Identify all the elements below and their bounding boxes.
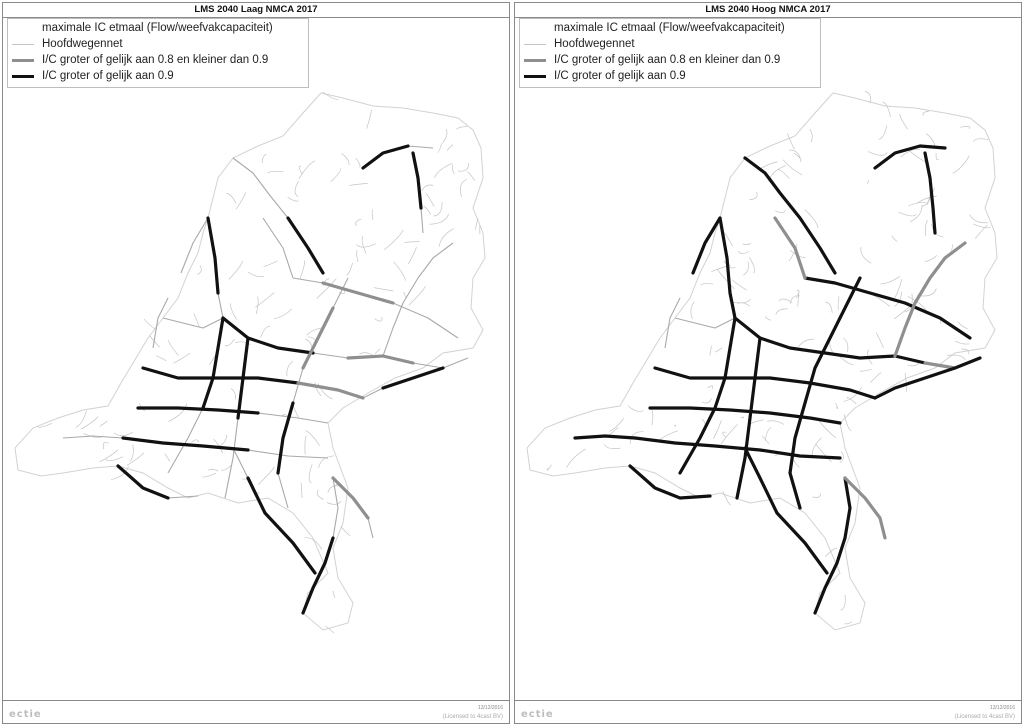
secondary-road	[951, 245, 953, 251]
secondary-road	[333, 591, 335, 598]
road-ic-ge-09	[745, 448, 827, 573]
legend-label: maximale IC etmaal (Flow/weefvakcapaciteit)	[554, 22, 785, 34]
secondary-road	[374, 288, 393, 291]
secondary-road	[973, 139, 988, 142]
road-ic-08-09	[348, 356, 413, 363]
secondary-road	[169, 340, 179, 356]
legend-label: I/C groter of gelijk aan 0.8 en kleiner dan 0.9	[42, 54, 269, 66]
secondary-road	[749, 420, 764, 425]
secondary-road	[375, 317, 382, 321]
secondary-road	[447, 145, 453, 151]
secondary-road	[743, 244, 751, 245]
secondary-road	[740, 417, 743, 419]
road-ic-ge-09	[693, 218, 720, 273]
secondary-road	[845, 622, 852, 624]
motorway	[675, 318, 735, 328]
print-date: 13/12/2016	[989, 705, 1015, 711]
publisher-logo: ectie	[9, 709, 42, 720]
secondary-road	[295, 181, 298, 197]
secondary-road	[868, 152, 887, 156]
secondary-road	[317, 490, 324, 500]
secondary-road	[375, 349, 380, 354]
secondary-road	[287, 361, 293, 376]
legend-item-network	[12, 37, 123, 51]
secondary-road	[783, 160, 802, 175]
secondary-road	[103, 442, 108, 449]
secondary-road	[372, 210, 373, 220]
secondary-road	[547, 465, 551, 470]
secondary-road	[779, 299, 792, 303]
road-ic-08-09	[775, 218, 805, 278]
secondary-road	[738, 251, 749, 254]
road-ic-ge-09	[413, 153, 421, 208]
road-ic-ge-09	[575, 436, 635, 438]
secondary-road	[691, 302, 694, 319]
secondary-road	[357, 250, 359, 262]
secondary-road	[867, 180, 869, 184]
license-text: (Licensed to 4cast BV)	[954, 714, 1015, 720]
secondary-road	[169, 404, 187, 422]
secondary-road	[355, 219, 361, 225]
motorway	[745, 158, 835, 273]
secondary-road	[765, 427, 771, 440]
secondary-road	[327, 501, 341, 505]
legend-label: I/C groter of gelijk aan 0.9	[42, 70, 174, 82]
legend-symbol-grey-line	[12, 59, 34, 62]
secondary-road	[970, 215, 988, 223]
secondary-road	[778, 170, 790, 179]
secondary-road	[127, 453, 144, 466]
secondary-road	[274, 309, 292, 319]
secondary-road	[458, 163, 469, 171]
road-ic-ge-09	[745, 158, 835, 273]
secondary-road	[708, 386, 713, 390]
road-ic-ge-09	[805, 278, 970, 338]
motorway	[233, 158, 323, 273]
secondary-road	[76, 411, 87, 428]
secondary-road	[194, 314, 200, 327]
secondary-road	[894, 279, 901, 298]
road-ic-ge-09	[635, 438, 840, 458]
road-ic-ge-09	[363, 146, 408, 168]
motorway	[263, 218, 293, 278]
road-ic-ge-09	[383, 368, 443, 388]
secondary-road	[892, 236, 898, 242]
secondary-road	[836, 403, 838, 408]
secondary-road	[675, 425, 676, 426]
secondary-road	[300, 260, 305, 279]
legend-symbol-grey-line	[524, 59, 546, 62]
secondary-road	[922, 192, 931, 207]
secondary-road	[156, 356, 166, 361]
secondary-road	[165, 453, 170, 461]
secondary-road	[394, 262, 406, 281]
secondary-road	[925, 255, 937, 262]
secondary-road	[229, 261, 243, 279]
secondary-road	[838, 296, 839, 310]
secondary-road	[766, 316, 771, 320]
secondary-road	[717, 269, 734, 289]
secondary-road	[973, 224, 990, 228]
secondary-road	[961, 126, 970, 129]
secondary-road	[899, 212, 917, 216]
legend-item-ic-08-09	[524, 53, 780, 67]
secondary-road	[452, 164, 454, 174]
secondary-road	[191, 440, 198, 443]
secondary-road	[810, 129, 813, 143]
secondary-road	[100, 421, 108, 426]
secondary-road	[262, 154, 266, 163]
secondary-road	[881, 276, 901, 284]
secondary-road	[958, 322, 968, 329]
legend-symbol-black-line	[12, 75, 34, 78]
secondary-road	[248, 272, 264, 277]
secondary-road	[794, 460, 800, 467]
motorway	[278, 278, 348, 508]
secondary-road	[114, 432, 133, 436]
road-ic-ge-09	[248, 478, 315, 573]
secondary-road	[288, 197, 299, 201]
secondary-road	[301, 483, 302, 498]
secondary-road	[236, 192, 246, 209]
secondary-road	[426, 194, 434, 207]
secondary-road	[299, 166, 302, 174]
secondary-road	[422, 185, 434, 191]
secondary-road	[860, 369, 872, 371]
secondary-road	[226, 193, 236, 203]
motorway	[223, 318, 443, 368]
secondary-road	[258, 467, 274, 485]
secondary-road	[910, 205, 922, 222]
secondary-road	[805, 210, 818, 229]
motorway	[680, 318, 735, 473]
secondary-road	[457, 126, 468, 129]
secondary-road	[434, 163, 452, 178]
secondary-road	[825, 302, 832, 313]
secondary-road	[749, 257, 754, 273]
secondary-road	[925, 220, 927, 235]
secondary-road	[341, 527, 350, 536]
secondary-road	[203, 473, 217, 477]
legend-symbol-black-line	[524, 75, 546, 78]
secondary-road	[356, 158, 360, 167]
secondary-road	[264, 261, 278, 267]
motorway	[790, 278, 860, 508]
secondary-road	[714, 420, 722, 438]
secondary-road	[843, 338, 848, 352]
secondary-road	[261, 326, 270, 337]
legend	[519, 18, 821, 88]
secondary-road	[870, 373, 881, 383]
secondary-road	[144, 319, 157, 329]
motorway	[383, 243, 453, 356]
legend-label: Hoofdwegennet	[554, 38, 635, 50]
publisher-logo: ectie	[521, 709, 554, 720]
secondary-road	[861, 247, 871, 263]
road-ic-ge-09	[278, 403, 293, 473]
secondary-road	[659, 431, 678, 441]
secondary-road	[737, 303, 749, 307]
legend-item-title	[12, 21, 273, 35]
motorway	[805, 278, 970, 338]
secondary-road	[362, 236, 366, 253]
road-ic-ge-09	[223, 318, 313, 353]
secondary-road	[225, 339, 235, 346]
secondary-road	[701, 283, 713, 284]
panel-footer	[515, 700, 1021, 723]
secondary-road	[776, 309, 788, 315]
road-ic-ge-09	[203, 318, 223, 408]
secondary-road	[566, 449, 585, 468]
license-text: (Licensed to 4cast BV)	[442, 714, 503, 720]
secondary-road	[816, 444, 832, 462]
print-date: 13/12/2016	[477, 705, 503, 711]
secondary-road	[743, 262, 748, 275]
secondary-road	[347, 263, 353, 275]
motorway	[333, 478, 373, 538]
secondary-road	[883, 102, 891, 117]
secondary-road	[331, 169, 341, 183]
secondary-road	[723, 491, 731, 505]
panel-title: LMS 2040 Hoog NMCA 2017	[515, 3, 1021, 18]
secondary-road	[323, 92, 339, 99]
road-ic-ge-09	[655, 368, 875, 398]
secondary-road	[299, 161, 315, 179]
map-panel-laag	[2, 2, 510, 724]
secondary-road	[173, 353, 189, 363]
road-ic-08-09	[323, 283, 393, 303]
legend-item-title	[524, 21, 785, 35]
motorway	[181, 218, 208, 273]
secondary-road	[231, 388, 236, 399]
legend-item-ic-ge-09	[12, 69, 174, 83]
secondary-road	[812, 438, 821, 458]
secondary-road	[710, 346, 712, 356]
secondary-road	[433, 202, 442, 216]
secondary-road	[268, 171, 284, 173]
secondary-road	[342, 153, 350, 165]
secondary-road	[130, 444, 134, 461]
secondary-road	[955, 341, 969, 344]
motorway	[655, 368, 875, 398]
secondary-road	[715, 348, 722, 352]
secondary-road	[430, 214, 449, 224]
country-outline	[15, 93, 485, 630]
panel-footer	[3, 700, 509, 723]
secondary-road	[317, 279, 337, 299]
secondary-road	[841, 595, 846, 610]
map-panel-hoog	[514, 2, 1022, 724]
netherlands-road-map	[515, 18, 1021, 688]
secondary-road	[767, 421, 784, 425]
secondary-road	[900, 114, 908, 129]
legend-label: I/C groter of gelijk aan 0.9	[554, 70, 686, 82]
secondary-road	[605, 444, 621, 448]
secondary-road	[230, 303, 237, 319]
road-ic-08-09	[298, 383, 363, 398]
secondary-road	[208, 469, 218, 471]
secondary-road	[349, 183, 367, 185]
secondary-road	[905, 373, 906, 392]
secondary-road	[357, 244, 376, 247]
secondary-road	[750, 192, 758, 200]
secondary-road	[799, 339, 815, 346]
secondary-road	[787, 133, 794, 149]
motorway	[163, 318, 223, 328]
secondary-road	[775, 210, 785, 213]
motorway	[143, 368, 363, 398]
legend	[7, 18, 309, 88]
secondary-road	[384, 230, 403, 250]
secondary-road	[305, 436, 306, 455]
legend-item-network	[524, 37, 635, 51]
secondary-road	[438, 143, 442, 152]
secondary-road	[424, 206, 431, 214]
secondary-road	[723, 432, 726, 437]
netherlands-road-map	[3, 18, 509, 688]
road-ic-ge-09	[680, 318, 735, 473]
secondary-road	[759, 162, 777, 169]
motorway	[153, 298, 168, 348]
road-ic-ge-09	[143, 368, 298, 383]
road-ic-ge-09	[925, 153, 935, 233]
secondary-road	[309, 464, 312, 483]
road-ic-ge-09	[123, 438, 248, 450]
legend-label: I/C groter of gelijk aan 0.8 en kleiner dan 0.9	[554, 54, 781, 66]
secondary-road	[408, 247, 416, 264]
secondary-road	[702, 399, 712, 404]
secondary-road	[197, 265, 201, 274]
secondary-road	[405, 242, 420, 243]
road-ic-08-09	[303, 308, 333, 368]
secondary-road	[306, 430, 320, 445]
legend-symbol-thin-line	[12, 44, 34, 45]
legend-symbol-thin-line	[524, 44, 546, 45]
road-ic-08-09	[333, 478, 368, 518]
secondary-road	[936, 153, 939, 160]
secondary-road	[733, 280, 747, 290]
secondary-road	[367, 110, 372, 129]
secondary-road	[953, 156, 970, 174]
secondary-road	[628, 406, 643, 412]
motorway	[168, 318, 223, 473]
secondary-road	[650, 407, 653, 425]
legend-item-ic-08-09	[12, 53, 268, 67]
secondary-road	[876, 333, 883, 348]
legend-item-ic-ge-09	[524, 69, 686, 83]
road-ic-ge-09	[118, 466, 168, 498]
road-ic-ge-09	[208, 218, 218, 293]
secondary-road	[907, 149, 926, 163]
road-ic-ge-09	[790, 278, 860, 508]
road-ic-ge-09	[288, 218, 323, 273]
secondary-road	[460, 179, 466, 196]
motorway	[665, 298, 680, 348]
road-ic-ge-09	[875, 146, 945, 168]
legend-label: maximale IC etmaal (Flow/weefvakcapaciteit)	[42, 22, 273, 34]
secondary-road	[443, 129, 447, 143]
secondary-road	[733, 299, 750, 303]
secondary-road	[813, 493, 821, 497]
legend-label: Hoofdwegennet	[42, 38, 123, 50]
secondary-road	[923, 111, 929, 116]
secondary-road	[467, 172, 474, 181]
secondary-road	[879, 126, 887, 140]
road-ic-ge-09	[650, 408, 840, 423]
country-outline	[527, 93, 997, 630]
panel-title: LMS 2040 Laag NMCA 2017	[3, 3, 509, 18]
secondary-road	[844, 414, 851, 431]
